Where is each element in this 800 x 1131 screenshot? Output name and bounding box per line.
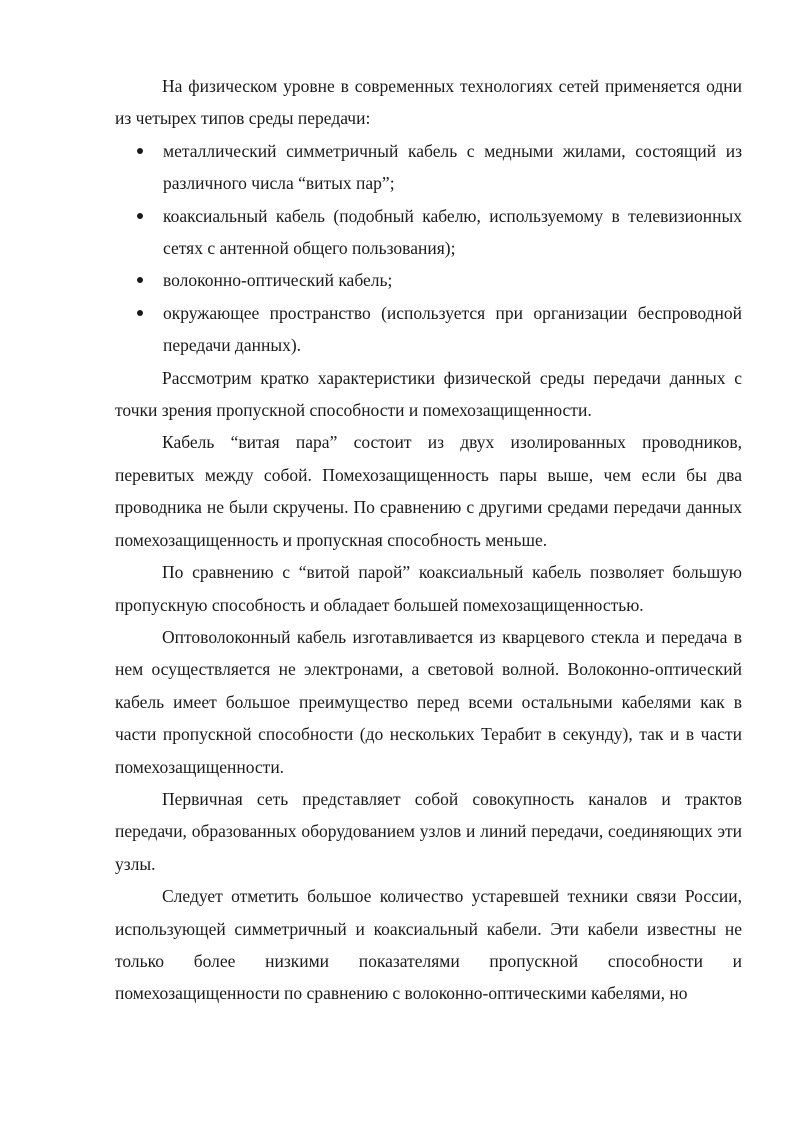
body-paragraph: Первичная сеть представляет собой совокупность каналов и трактов передачи, образованных оборудованием узлов и линий передачи, соединяющих эти узлы.	[115, 788, 742, 874]
bullet-icon	[137, 213, 143, 219]
list-item-text: коаксиальный кабель (подобный кабелю, используемому в телевизионных сетях с антенной общего пользования);	[163, 205, 742, 259]
list-item	[115, 135, 742, 200]
list-item	[115, 200, 742, 265]
body-paragraph: Следует отметить большое количество устаревшей техники связи России, использующей симметричный и коаксиальный кабели. Эти кабели известны не только более низкими показателями пропускной способности и помехозащищенности по сравнению с волоконно-оптическими кабелями, но	[115, 886, 742, 1004]
list-item-text: металлический симметричный кабель с медными жилами, состоящий из различного числа “витых пар”;	[163, 140, 742, 194]
bullet-icon	[137, 310, 143, 316]
body-paragraph: Оптоволоконный кабель изготавливается из кварцевого стекла и передача в нем осуществляется не электронами, а световой волной. Волоконно-оптический кабель имеет большое преимущество перед всеми остальными кабелями как в части пропускной способности (до нескольких Терабит в секунду), так и в части помехозащищенности.	[115, 626, 742, 777]
body-paragraph: По сравнению с “витой парой” коаксиальный кабель позволяет большую пропускную способность и обладает большей помехозащищенностью.	[115, 562, 742, 615]
media-types-list	[115, 135, 742, 362]
bullet-icon	[137, 148, 143, 154]
body-paragraph: Кабель “витая пара” состоит из двух изолированных проводников, перевитых между собой. Помехозащищенность пары выше, чем если бы два проводника не были скручены. По сравнению с другими средами передачи данных помехозащищенность и пропускная способность меньше.	[115, 432, 742, 550]
document-page	[115, 70, 742, 1010]
list-item-text: волоконно-оптический кабель;	[163, 270, 393, 291]
list-item	[115, 297, 742, 362]
list-item-text: окружающее пространство (используется при организации беспроводной передачи данных).	[163, 302, 742, 356]
bullet-icon	[137, 277, 143, 283]
intro-paragraph: На физическом уровне в современных технологиях сетей применяется одни из четырех типов среды передачи:	[115, 76, 742, 129]
list-item	[115, 264, 742, 296]
body-paragraph: Рассмотрим кратко характеристики физической среды передачи данных с точки зрения пропускной способности и помехозащищенности.	[115, 367, 742, 421]
